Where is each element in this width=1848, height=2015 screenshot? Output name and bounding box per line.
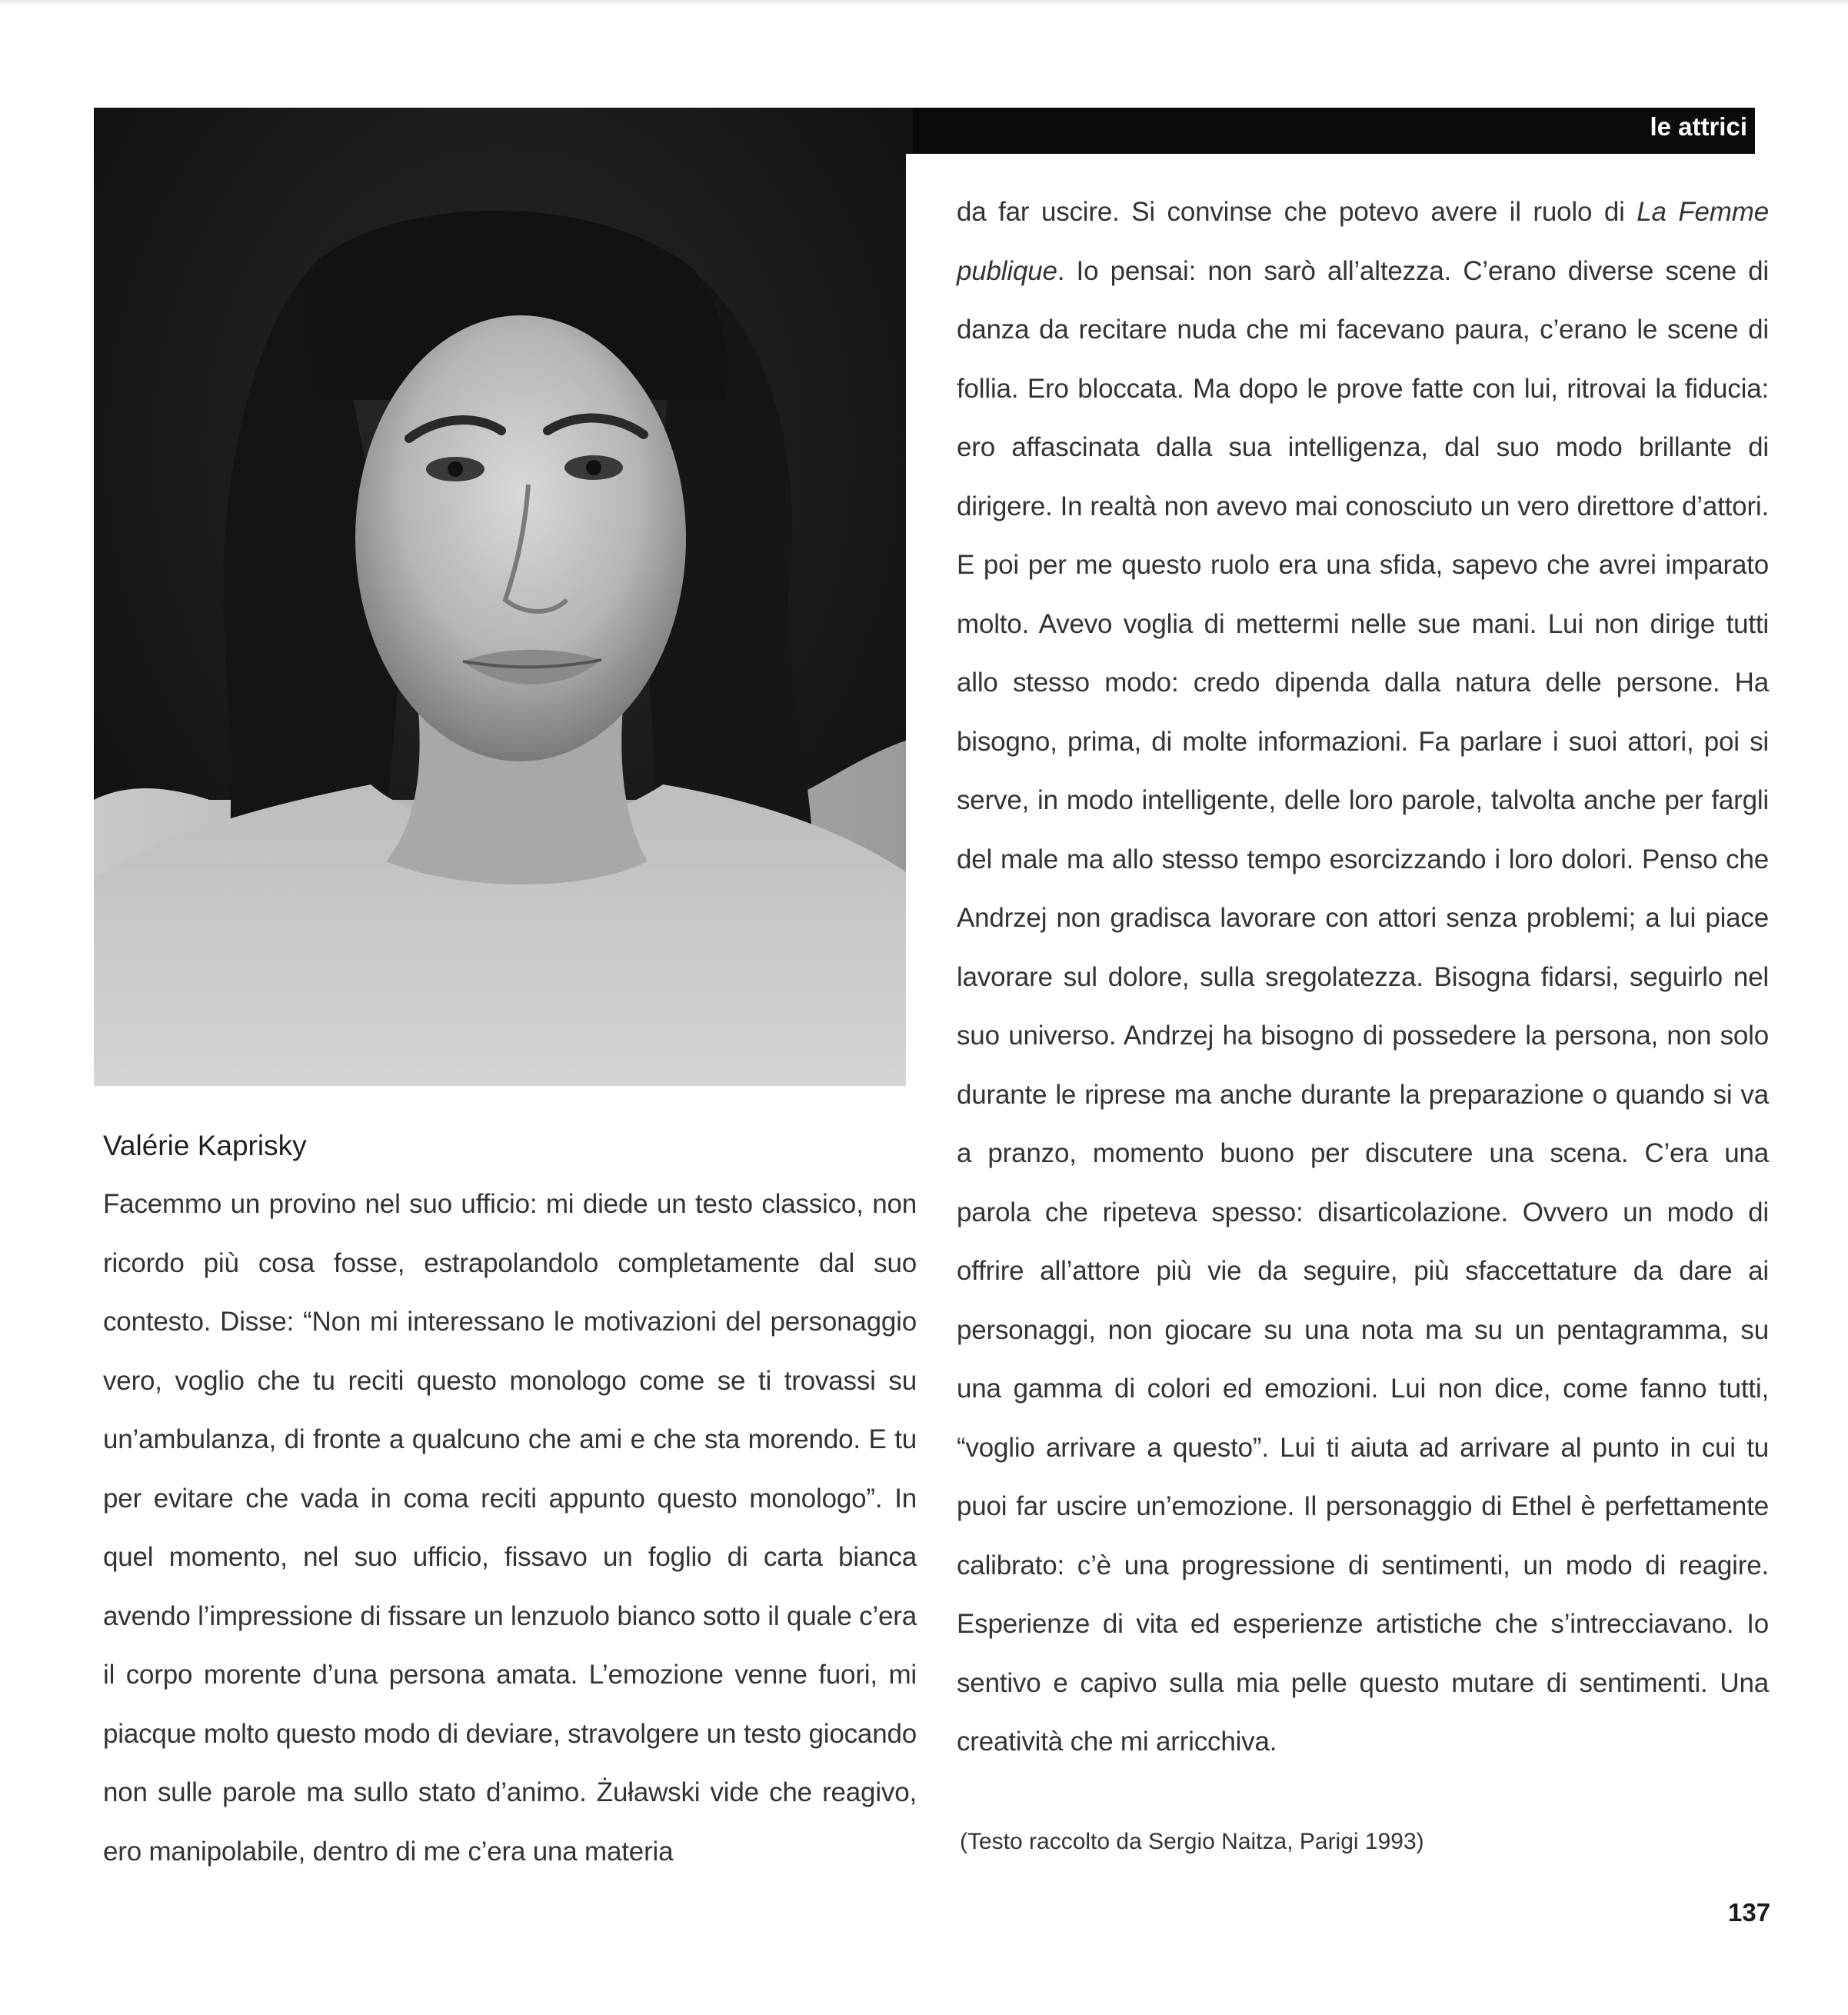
left-column-text: Facemmo un provino nel suo ufficio: mi diede un testo classico, non ricordo più cosa fosse, estrapolandolo completamente dal suo contesto. Disse: “Non mi interessano le motivazioni del personaggio vero, voglio che tu reciti questo monologo come se ti trovassi su un’ambulanza, di fronte a qualcuno che ami e che sta morendo. E tu per evitare che vada in coma reciti appunto questo monologo”. In quel momento, nel suo ufficio, fissavo un foglio di carta bianca avendo l’impressione di fissare un lenzuolo bianco sotto il quale c’era il corpo morente d’una persona amata. L’emozione venne fuori, mi piacque molto questo modo di deviare, stravolgere un testo giocando non sulle parole ma sullo stato d’animo. Żuławski vide che reagivo, ero manipolabile, dentro di me c’era una materia bbox=[103, 1189, 917, 1867]
portrait-illustration bbox=[94, 108, 913, 1086]
section-label: le attrici bbox=[1650, 112, 1747, 141]
right-column-text bbox=[957, 183, 1769, 1772]
right-text-start: da far uscire. Si convinse che potevo avere il ruolo di bbox=[957, 197, 1637, 227]
right-text-rest: . Io pensai: non sarò all’altezza. C’erano diverse scene di danza da recitare nuda che mi facevano paura, c’erano le scene di follia. Ero bloccata. Ma dopo le prove fatte con lui, ritrovai la fiducia: ero affascinata dalla sua intelligenza, dal suo modo brillante di dirigere. In realtà non avevo mai conosciuto un vero direttore d’attori. E poi per me questo ruolo era una sfida, sapevo che avrei imparato molto. Avevo voglia di mettermi nelle sue mani. Lui non dirige tutti allo stesso modo: credo dipenda dalla natura delle persone. Ha bisogno, prima, di molte informazioni. Fa parlare i suoi attori, poi si serve, in modo intelligente, delle loro parole, talvolta anche per fargli del male ma allo stesso tempo esorcizzando i loro dolori. Penso che Andrzej non gradisca lavorare con attori senza problemi; a lui piace lavorare sul dolore, sulla sregolatezza. Bisogna fidarsi, seguirlo nel suo universo. Andrzej ha bisogno di possedere la persona, non solo durante le riprese ma anche durante la preparazione o quando si va a pranzo, momento buono per discutere una scena. C’era una parola che ripeteva spesso: disarticolazione. Ovvero un modo di offrire all’attore più vie da seguire, più sfaccettature da dare ai personaggi, non giocare su una nota ma su un pentagramma, su una gamma di colori ed emozioni. Lui non dice, come fanno tutti, “voglio arrivare a questo”. Lui ti aiuta ad arrivare al punto in cui tu puoi far uscire un’emozione. Il personaggio di Ethel è perfettamente calibrato: c’è una progressione di sentimenti, un modo di reagire. Esperienze di vita ed esperienze artistiche che s’intrecciavano. Io sentivo e capivo sulla mia pelle questo mutare di sentimenti. Una creatività che mi arricchiva. bbox=[957, 255, 1769, 1757]
scan-edge bbox=[0, 0, 1848, 6]
left-column bbox=[103, 1123, 917, 1881]
portrait-photo bbox=[94, 108, 913, 1086]
right-column bbox=[906, 154, 1769, 1757]
page-number: 137 bbox=[1728, 1898, 1771, 1927]
source-credit: (Testo raccolto da Sergio Naitza, Parigi 1993) bbox=[960, 1829, 1424, 1854]
actress-name: Valérie Kaprisky bbox=[103, 1130, 307, 1161]
film-title: La Femme publique bbox=[957, 197, 1769, 286]
